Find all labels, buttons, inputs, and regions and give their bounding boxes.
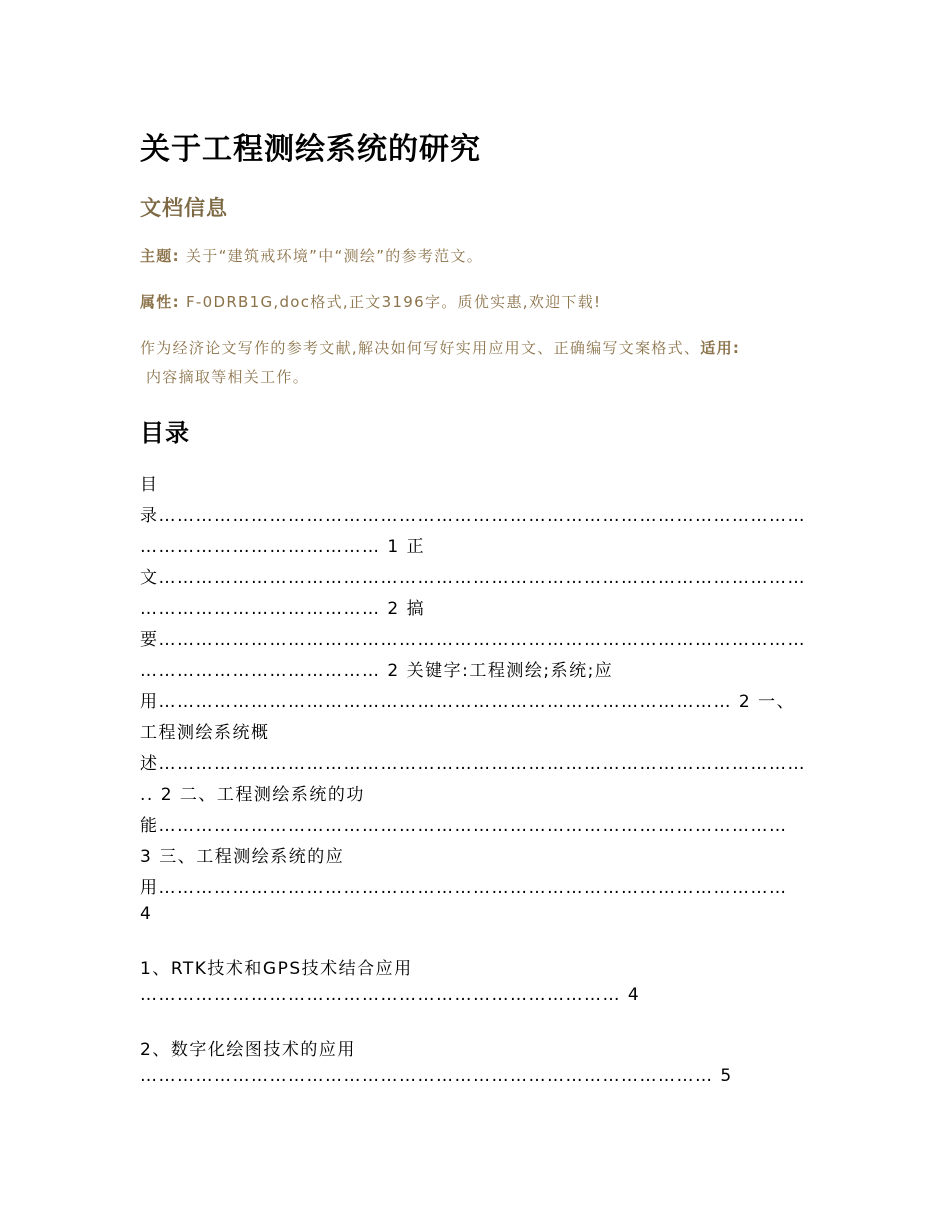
attribute-label: 属性: (140, 293, 180, 311)
toc-line: 4 (140, 904, 153, 924)
toc-line: 述…………………………………………………………………………………………… (140, 754, 806, 774)
toc-line: .. 2 二、工程测绘系统的功 (140, 785, 365, 805)
toc-item-2-title: 2、数字化绘图技术的应用 (140, 1040, 356, 1060)
toc-line: 工程测绘系统概 (140, 723, 270, 743)
usage-text: 作为经济论文写作的参考文献,解决如何写好实用应用文、正确编写文案格式、 (140, 339, 701, 357)
attribute-value: F-0DRB1G,doc格式,正文3196字。质优实惠,欢迎下载! (185, 293, 602, 311)
subject-line (140, 245, 483, 266)
toc-line: 目 (140, 475, 159, 495)
toc-line: 用………………………………………………………………………………………… (140, 878, 788, 898)
toc-line: ………………………………… 2 搞 (140, 599, 426, 619)
usage-line (140, 337, 740, 358)
toc-item-2-leader: ………………………………………………………………………………… 5 (140, 1066, 733, 1086)
toc-heading: 目录 (140, 419, 190, 447)
usage-continuation: 内容摘取等相关工作。 (146, 368, 310, 386)
subject-value: 关于“建筑戒环境”中“测绘”的参考范文。 (185, 247, 484, 265)
toc-line: 文…………………………………………………………………………………………… (140, 568, 806, 588)
toc-line: 用………………………………………………………………………………… 2 一、 (140, 692, 796, 712)
toc-line: ………………………………… 1 正 (140, 537, 426, 557)
toc-line: 要…………………………………………………………………………………………… (140, 630, 806, 650)
document-title: 关于工程测绘系统的研究 (140, 132, 481, 167)
toc-line: 3 三、工程测绘系统的应 (140, 847, 345, 867)
toc-line: 录…………………………………………………………………………………………… (140, 506, 806, 526)
attribute-line (140, 291, 601, 312)
toc-line: 能………………………………………………………………………………………… (140, 816, 788, 836)
subject-label: 主题: (140, 247, 180, 265)
toc-item-1-leader: …………………………………………………………………… 4 (140, 985, 641, 1005)
toc-item-1-title: 1、RTK技术和GPS技术结合应用 (140, 959, 413, 979)
info-heading: 文档信息 (140, 196, 228, 220)
usage-label: 适用: (700, 339, 741, 357)
toc-line: ………………………………… 2 关键字:工程测绘;系统;应 (140, 661, 614, 681)
